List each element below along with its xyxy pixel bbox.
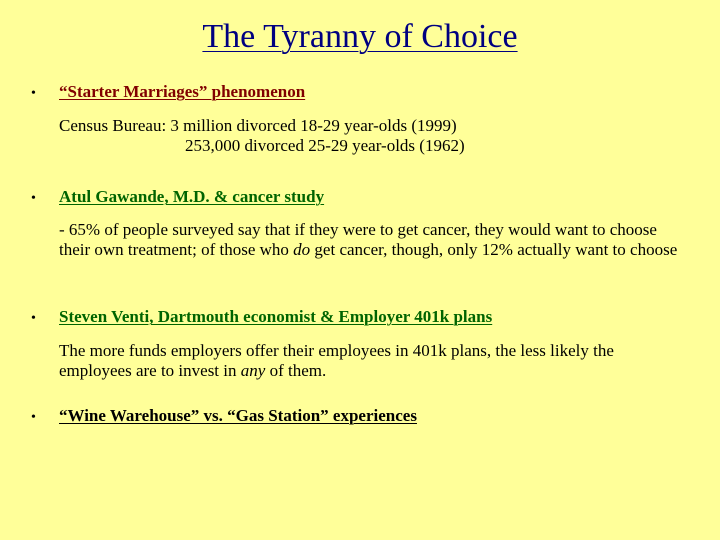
bullet-icon: •	[31, 191, 36, 206]
census-line-1962-wrap	[59, 136, 465, 156]
bullet-heading-venti: Steven Venti, Dartmouth economist & Employer 401k plans	[59, 307, 493, 326]
census-line-1999: Census Bureau: 3 million divorced 18-29 year-olds (1999)	[59, 116, 457, 135]
slide-title	[0, 18, 720, 56]
bullet-heading-wine-warehouse: “Wine Warehouse” vs. “Gas Station” experiences	[59, 406, 417, 425]
gawande-emphasis: do	[293, 240, 311, 259]
gawande-paragraph	[59, 220, 684, 260]
bullet-icon: •	[31, 86, 36, 101]
bullet-icon: •	[31, 311, 36, 326]
bullet-item-venti	[31, 307, 492, 327]
slide-title-text: The Tyranny of Choice	[202, 18, 518, 55]
census-block	[59, 116, 465, 156]
venti-text-part1: The more funds employers offer their employees in 401k plans, the less likely the employees are to invest in	[59, 341, 614, 380]
census-line-1962: 253,000 divorced 25-29 year-olds (1962)	[185, 136, 465, 155]
bullet-icon: •	[31, 410, 36, 425]
bullet-item-starter-marriages	[31, 82, 305, 102]
venti-text-part2: of them.	[265, 361, 327, 380]
gawande-text-part2: get cancer, though, only 12% actually want to choose	[310, 240, 678, 259]
bullet-item-wine-warehouse	[31, 406, 417, 426]
venti-paragraph	[59, 341, 659, 381]
bullet-heading-gawande: Atul Gawande, M.D. & cancer study	[59, 187, 325, 206]
venti-emphasis: any	[240, 361, 266, 380]
gawande-text-part1: - 65% of people surveyed say that if they were to get cancer, they would want to choose their own treatment; of those who	[59, 220, 657, 259]
bullet-item-gawande	[31, 187, 324, 207]
bullet-heading-starter-marriages: “Starter Marriages” phenomenon	[59, 82, 306, 101]
